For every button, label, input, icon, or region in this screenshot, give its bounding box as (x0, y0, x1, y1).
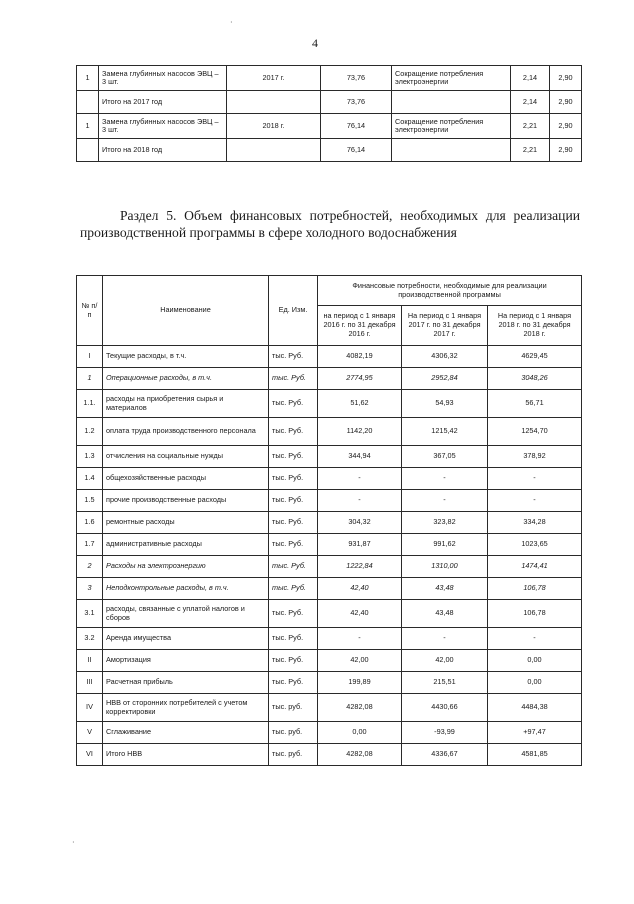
row-value-2018: 1474,41 (488, 556, 582, 578)
row-unit: тыс. руб. (269, 722, 318, 744)
measures-row (77, 114, 582, 139)
finance-row (77, 390, 582, 418)
row-number: III (77, 672, 103, 694)
row-value-2017: 367,05 (402, 446, 488, 468)
row-name: Текущие расходы, в т.ч. (103, 346, 269, 368)
row-year (227, 91, 321, 114)
row-value-2018: 334,28 (488, 512, 582, 534)
row-number (77, 91, 99, 114)
row-value-2016: 4282,08 (318, 694, 402, 722)
row-unit: тыс. руб. (269, 744, 318, 766)
row-value-2017: 42,00 (402, 650, 488, 672)
row-value: 2,90 (550, 139, 582, 162)
row-value-2016: 0,00 (318, 722, 402, 744)
row-value-2018: 0,00 (488, 650, 582, 672)
finance-row (77, 346, 582, 368)
row-value-2016: - (318, 628, 402, 650)
row-value: 2,14 (511, 91, 550, 114)
row-amount: 73,76 (321, 66, 392, 91)
row-unit: тыс. Руб. (269, 418, 318, 446)
row-value-2016: 51,62 (318, 390, 402, 418)
row-effect (392, 139, 511, 162)
section-heading (80, 208, 580, 241)
row-value-2016: 1222,84 (318, 556, 402, 578)
row-number: 1.4 (77, 468, 103, 490)
finance-table (76, 275, 582, 766)
row-unit: тыс. Руб. (269, 578, 318, 600)
row-value-2016: 199,89 (318, 672, 402, 694)
row-name: ремонтные расходы (103, 512, 269, 534)
row-value-2016: 344,94 (318, 446, 402, 468)
row-value-2017: 43,48 (402, 578, 488, 600)
row-name: прочие производственные расходы (103, 490, 269, 512)
row-unit: тыс. Руб. (269, 534, 318, 556)
row-name: Расходы на электроэнергию (103, 556, 269, 578)
row-value-2018: 4581,85 (488, 744, 582, 766)
row-name: административные расходы (103, 534, 269, 556)
row-name: Итого на 2018 год (99, 139, 227, 162)
row-name: расходы на приобретения сырья и материалов (103, 390, 269, 418)
header-unit: Ед. Изм. (269, 276, 318, 346)
finance-row (77, 490, 582, 512)
row-value-2016: 42,00 (318, 650, 402, 672)
row-value: 2,14 (511, 66, 550, 91)
row-number: 1 (77, 66, 99, 91)
row-number: 3.1 (77, 600, 103, 628)
row-number: 1.6 (77, 512, 103, 534)
finance-row (77, 600, 582, 628)
row-value-2017: 54,93 (402, 390, 488, 418)
row-value-2018: - (488, 490, 582, 512)
measures-table-body (77, 66, 582, 162)
header-name: Наименование (103, 276, 269, 346)
row-name: расходы, связанные с уплатой налогов и сборов (103, 600, 269, 628)
row-value-2017: 43,48 (402, 600, 488, 628)
row-amount: 76,14 (321, 114, 392, 139)
row-unit: тыс. Руб. (269, 390, 318, 418)
row-year: 2018 г. (227, 114, 321, 139)
row-number: 1.3 (77, 446, 103, 468)
row-value: 2,21 (511, 114, 550, 139)
row-number: 2 (77, 556, 103, 578)
finance-row (77, 694, 582, 722)
finance-row (77, 534, 582, 556)
row-value-2017: 1215,42 (402, 418, 488, 446)
row-number: V (77, 722, 103, 744)
row-year (227, 139, 321, 162)
row-unit: тыс. Руб. (269, 600, 318, 628)
row-unit: тыс. Руб. (269, 556, 318, 578)
row-value-2018: - (488, 628, 582, 650)
row-value: 2,90 (550, 66, 582, 91)
row-name: оплата труда производственного персонала (103, 418, 269, 446)
finance-row (77, 744, 582, 766)
measures-row (77, 139, 582, 162)
row-value: 2,90 (550, 91, 582, 114)
row-amount: 73,76 (321, 91, 392, 114)
row-value-2016: 42,40 (318, 600, 402, 628)
row-name: НВВ от сторонних потребителей с учетом корректировки (103, 694, 269, 722)
row-unit: тыс. Руб. (269, 490, 318, 512)
row-value-2016: 42,40 (318, 578, 402, 600)
row-value-2018: - (488, 468, 582, 490)
row-unit: тыс. руб. (269, 694, 318, 722)
row-number: IV (77, 694, 103, 722)
row-value-2017: - (402, 490, 488, 512)
row-value-2017: 991,62 (402, 534, 488, 556)
row-value-2018: 106,78 (488, 600, 582, 628)
header-num: № п/п (77, 276, 103, 346)
row-name: Замена глубинных насосов ЭВЦ – 3 шт. (99, 66, 227, 91)
row-value: 2,21 (511, 139, 550, 162)
row-value-2018: 378,92 (488, 446, 582, 468)
finance-row (77, 512, 582, 534)
row-value-2018: 106,78 (488, 578, 582, 600)
row-unit: тыс. Руб. (269, 446, 318, 468)
row-name: Замена глубинных насосов ЭВЦ – 3 шт. (99, 114, 227, 139)
finance-row (77, 722, 582, 744)
finance-row (77, 556, 582, 578)
row-value-2017: -93,99 (402, 722, 488, 744)
row-value-2017: - (402, 468, 488, 490)
row-number: 1 (77, 368, 103, 390)
scan-speck: · (230, 18, 233, 27)
finance-row (77, 418, 582, 446)
row-name: отчисления на социальные нужды (103, 446, 269, 468)
section-heading-line1: Раздел 5. Объем финансовых потребностей, необходимых для реализации (120, 208, 580, 223)
row-unit: тыс. Руб. (269, 468, 318, 490)
finance-row (77, 368, 582, 390)
row-number: II (77, 650, 103, 672)
row-unit: тыс. Руб. (269, 650, 318, 672)
row-name: Операционные расходы, в т.ч. (103, 368, 269, 390)
row-value-2018: 56,71 (488, 390, 582, 418)
row-effect: Сокращение потребления электроэнергии (392, 66, 511, 91)
row-number (77, 139, 99, 162)
measures-row (77, 91, 582, 114)
row-name: Расчетная прибыль (103, 672, 269, 694)
row-value-2016: 931,87 (318, 534, 402, 556)
scan-speck: · (72, 838, 75, 847)
row-number: 3 (77, 578, 103, 600)
row-value-2016: 304,32 (318, 512, 402, 534)
row-value-2018: 0,00 (488, 672, 582, 694)
header-period-2017: На период с 1 января 2017 г. по 31 декабря 2017 г. (402, 306, 488, 346)
row-number: 1.7 (77, 534, 103, 556)
row-number: 1.5 (77, 490, 103, 512)
row-name: общехозяйственные расходы (103, 468, 269, 490)
finance-table-body (77, 346, 582, 766)
row-name: Итого НВВ (103, 744, 269, 766)
finance-row (77, 468, 582, 490)
row-unit: тыс. Руб. (269, 672, 318, 694)
row-value-2016: - (318, 468, 402, 490)
row-amount: 76,14 (321, 139, 392, 162)
row-name: Амортизация (103, 650, 269, 672)
finance-row (77, 446, 582, 468)
row-value-2017: 4306,32 (402, 346, 488, 368)
measures-row (77, 66, 582, 91)
row-value-2016: 2774,95 (318, 368, 402, 390)
finance-row (77, 650, 582, 672)
row-value-2018: 4484,38 (488, 694, 582, 722)
header-period-2016: на период с 1 января 2016 г. по 31 декабря 2016 г. (318, 306, 402, 346)
row-value-2018: 1254,70 (488, 418, 582, 446)
measures-table (76, 65, 582, 162)
row-number: 3.2 (77, 628, 103, 650)
row-number: VI (77, 744, 103, 766)
finance-table-header (77, 276, 582, 346)
row-value-2017: 215,51 (402, 672, 488, 694)
row-value-2018: 1023,65 (488, 534, 582, 556)
row-number: 1.2 (77, 418, 103, 446)
row-name: Неподконтрольные расходы, в т.ч. (103, 578, 269, 600)
header-period-2018: На период с 1 января 2018 г. по 31 декабря 2018 г. (488, 306, 582, 346)
row-value-2017: 323,82 (402, 512, 488, 534)
row-number: 1.1. (77, 390, 103, 418)
row-value-2017: 1310,00 (402, 556, 488, 578)
row-effect: Сокращение потребления электроэнергии (392, 114, 511, 139)
row-name: Сглаживание (103, 722, 269, 744)
row-value-2018: 4629,45 (488, 346, 582, 368)
row-value-2017: 4336,67 (402, 744, 488, 766)
row-number: 1 (77, 114, 99, 139)
row-value-2017: - (402, 628, 488, 650)
row-number: I (77, 346, 103, 368)
row-unit: тыс. Руб. (269, 628, 318, 650)
row-name: Итого на 2017 год (99, 91, 227, 114)
row-value-2017: 2952,84 (402, 368, 488, 390)
row-unit: тыс. Руб. (269, 346, 318, 368)
row-value-2016: 1142,20 (318, 418, 402, 446)
finance-row (77, 672, 582, 694)
row-value-2018: +97,47 (488, 722, 582, 744)
row-unit: тыс. Руб. (269, 512, 318, 534)
row-value-2017: 4430,66 (402, 694, 488, 722)
row-value: 2,90 (550, 114, 582, 139)
page-number: 4 (312, 36, 318, 50)
row-value-2016: - (318, 490, 402, 512)
row-unit: тыс. Руб. (269, 368, 318, 390)
row-name: Аренда имущества (103, 628, 269, 650)
row-effect (392, 91, 511, 114)
row-value-2016: 4082,19 (318, 346, 402, 368)
section-heading-line2: производственной программы в сфере холодного водоснабжения (80, 224, 457, 240)
finance-row (77, 628, 582, 650)
row-value-2018: 3048,26 (488, 368, 582, 390)
header-group: Финансовые потребности, необходимые для реализации производственной программы (318, 276, 582, 306)
row-value-2016: 4282,08 (318, 744, 402, 766)
row-year: 2017 г. (227, 66, 321, 91)
finance-row (77, 578, 582, 600)
